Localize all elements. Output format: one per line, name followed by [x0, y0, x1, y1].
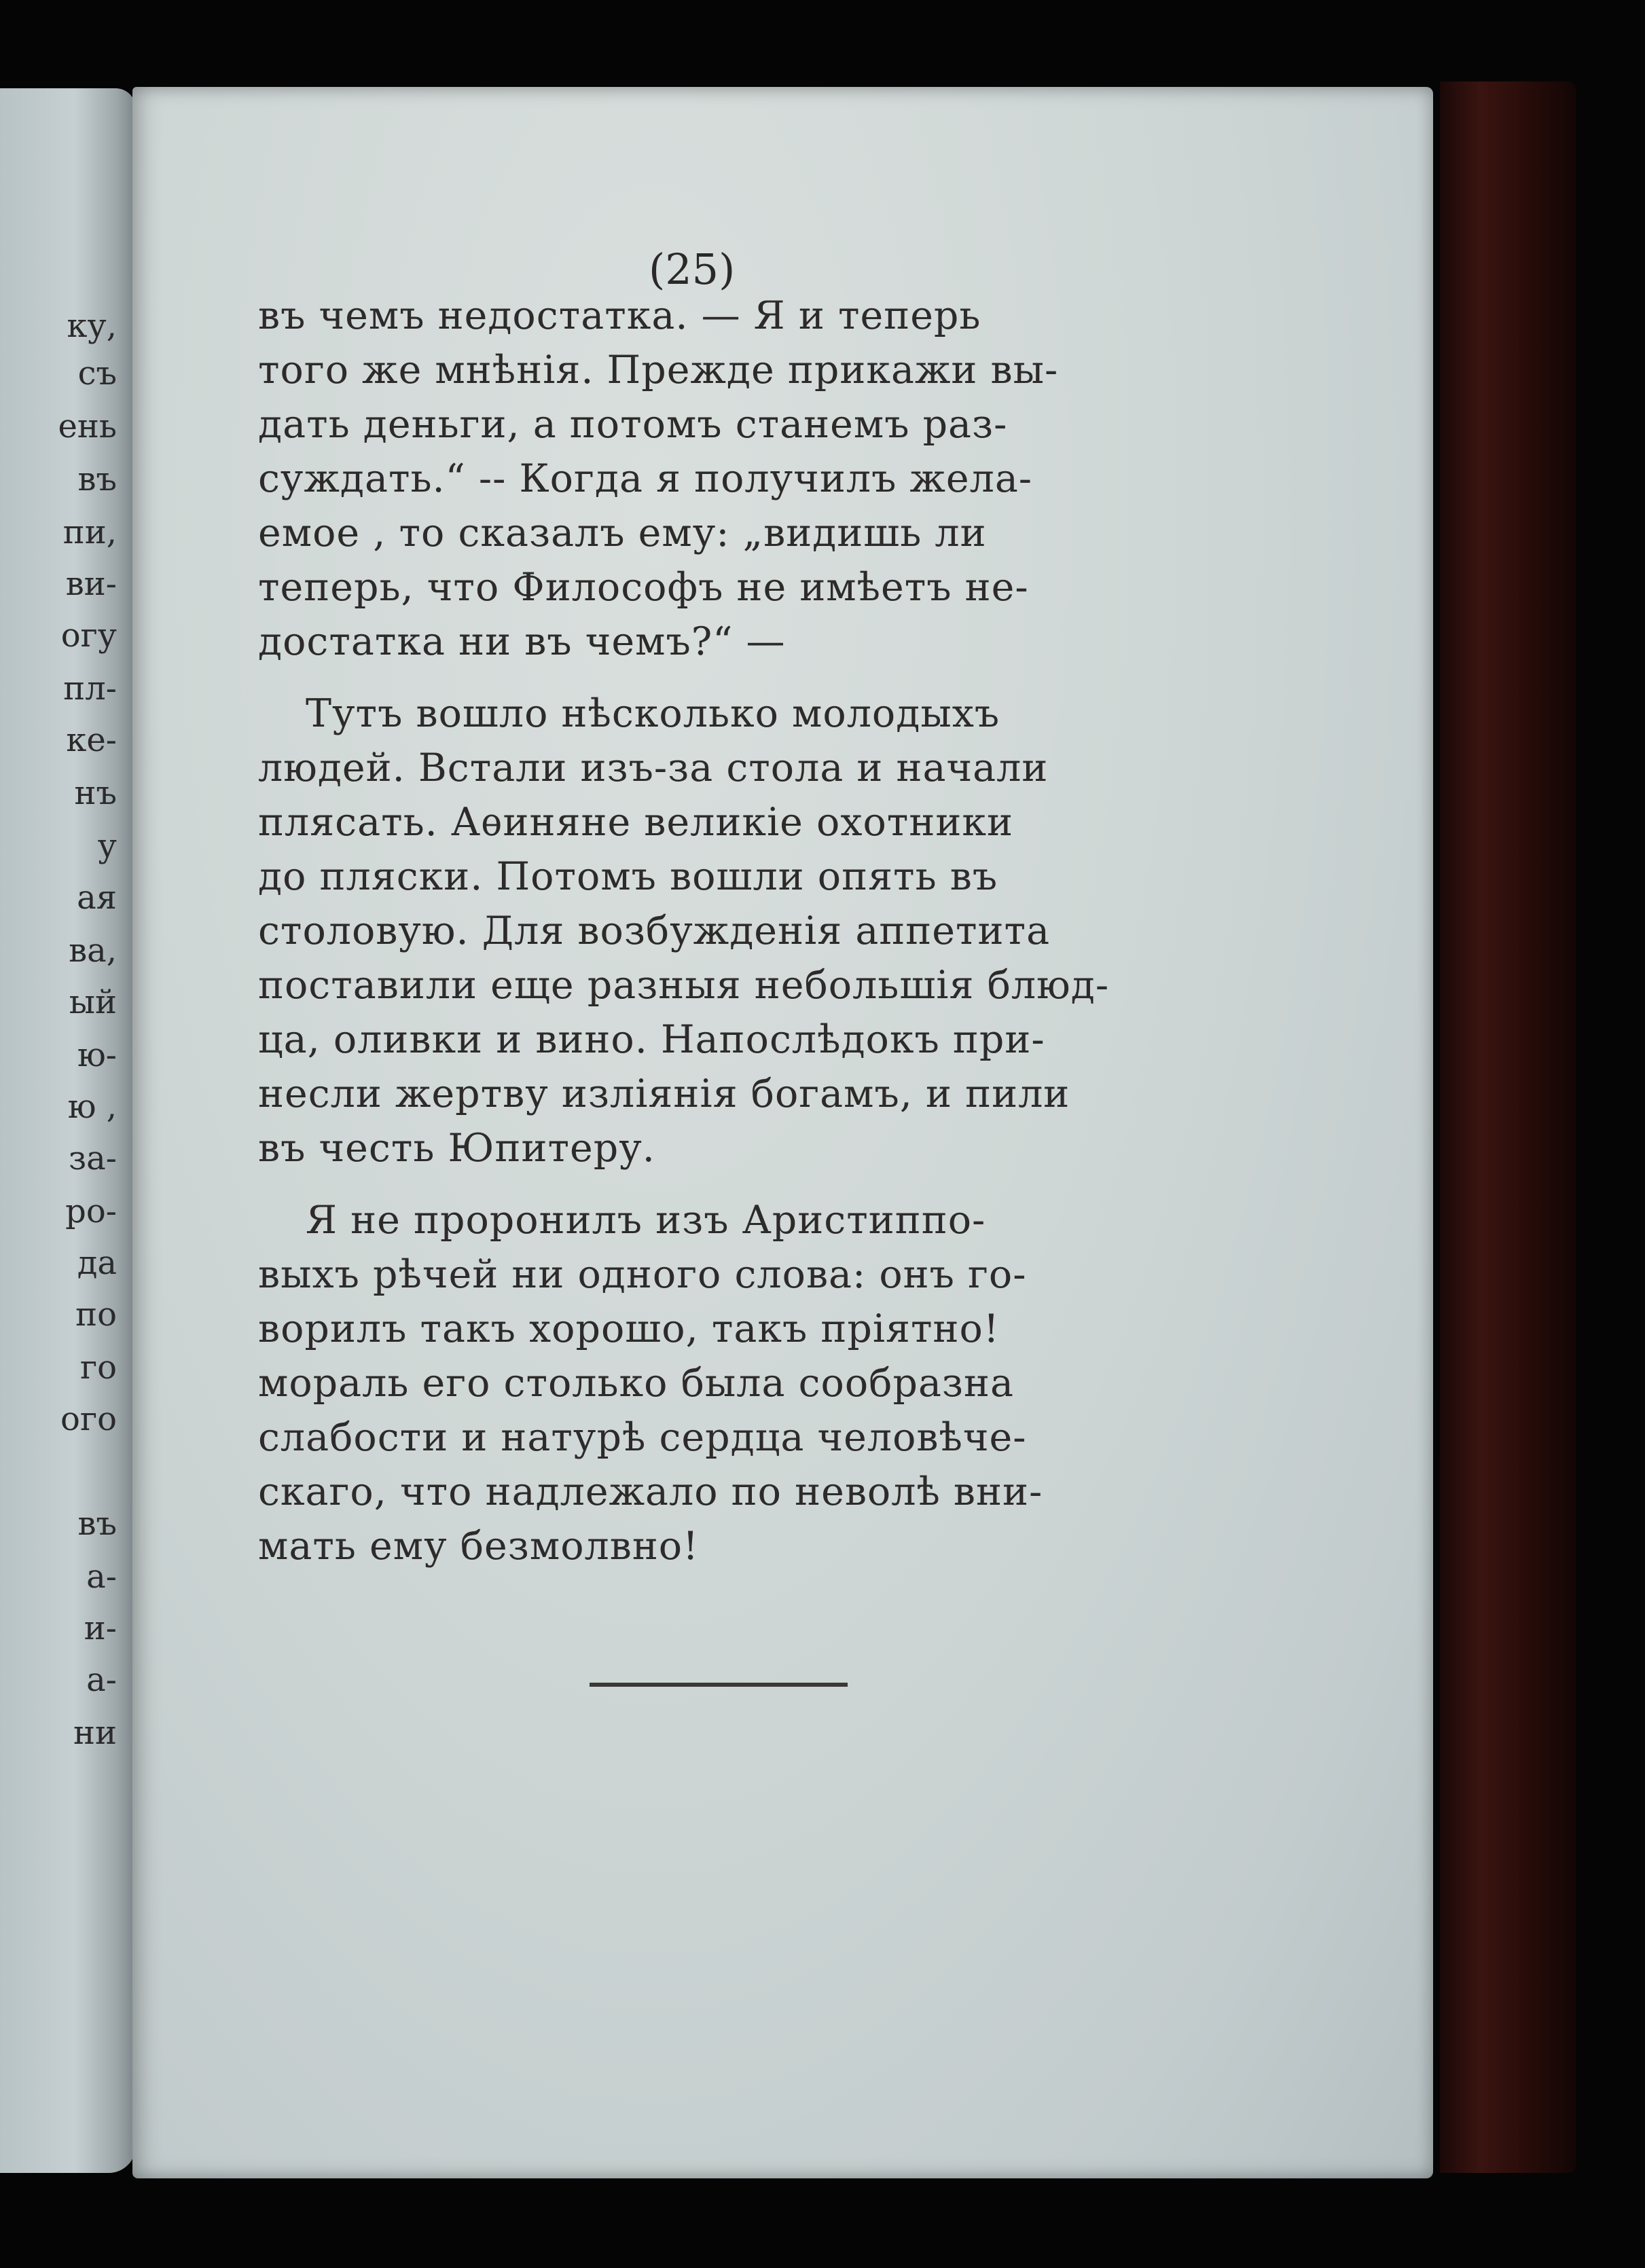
- text-line: поставили еще разныя небольшія блюд-: [258, 963, 1110, 1008]
- left-fragment: ку,: [67, 307, 117, 345]
- previous-page: [0, 88, 136, 2173]
- left-fragment: нъ: [74, 774, 117, 812]
- left-fragment: ень: [58, 407, 117, 445]
- left-fragment: да: [77, 1244, 117, 1282]
- text-line: до пляски. Потомъ вошли опять въ: [258, 854, 998, 899]
- text-line: ворилъ такъ хорошо, такъ пріятно!: [258, 1306, 1000, 1351]
- left-fragment: го: [79, 1349, 117, 1387]
- left-fragment: ого: [60, 1400, 117, 1438]
- text-line: того же мнѣнія. Прежде прикажи вы-: [258, 348, 1059, 392]
- paragraph-start-line: Тутъ вошло нѣсколько молодыхъ: [306, 691, 1000, 736]
- book-cover-edge: [1440, 81, 1576, 2173]
- left-fragment: пл-: [63, 670, 117, 708]
- text-line: плясать. Аѳиняне великіе охотники: [258, 800, 1013, 845]
- text-line: несли жертву изліянія богамъ, и пили: [258, 1072, 1070, 1116]
- paragraph-start-line: Я не проронилъ изъ Аристиппо-: [306, 1198, 986, 1243]
- text-line: столовую. Для возбужденія аппетита: [258, 909, 1051, 953]
- left-fragment: ая: [77, 879, 117, 917]
- left-fragment: ю-: [77, 1036, 117, 1074]
- text-line: ца, оливки и вино. Напослѣдокъ при-: [258, 1017, 1045, 1062]
- left-fragment: пи,: [62, 513, 117, 551]
- text-line: слабости и натурѣ сердца человѣче-: [258, 1415, 1027, 1460]
- left-fragment: ке-: [66, 721, 117, 759]
- page-number: (25): [649, 244, 736, 294]
- left-fragment: съ: [77, 354, 117, 392]
- left-fragment: ро-: [65, 1192, 117, 1230]
- text-line: въ чемъ недостатка. — Я и теперь: [258, 293, 981, 338]
- left-fragment: у: [97, 827, 117, 865]
- left-fragment: ый: [69, 983, 117, 1021]
- text-line: теперь, что Философъ не имѣетъ не-: [258, 565, 1029, 610]
- text-line: дать деньги, а потомъ станемъ раз-: [258, 402, 1008, 447]
- text-line: емое , то сказалъ ему: „видишь ли: [258, 511, 987, 555]
- text-line: достатка ни въ чемъ?“ —: [258, 619, 786, 664]
- left-fragment: ю ,: [67, 1088, 117, 1126]
- left-fragment: за-: [68, 1139, 117, 1177]
- text-line: людей. Встали изъ-за стола и начали: [258, 746, 1049, 790]
- left-fragment: ни: [73, 1714, 117, 1752]
- text-line: мать ему безмолвно!: [258, 1524, 700, 1569]
- left-fragment: ва,: [69, 932, 117, 970]
- text-line: скаго, что надлежало по неволѣ вни-: [258, 1469, 1043, 1514]
- left-fragment: въ: [77, 460, 117, 498]
- left-fragment: по: [75, 1296, 117, 1334]
- text-line: въ честь Юпитеру.: [258, 1126, 655, 1171]
- text-line: суждать.“ -- Когда я получилъ жела-: [258, 456, 1033, 501]
- text-line: мораль его столько была сообразна: [258, 1361, 1014, 1406]
- left-fragment: а-: [86, 1661, 117, 1699]
- left-fragment: и-: [84, 1609, 117, 1647]
- left-fragment: ви-: [65, 565, 117, 603]
- closing-rule: [590, 1683, 848, 1687]
- left-fragment: въ: [77, 1505, 117, 1543]
- left-fragment: а-: [86, 1558, 117, 1596]
- left-fragment: огу: [60, 617, 117, 655]
- text-line: выхъ рѣчей ни одного слова: онъ го-: [258, 1252, 1027, 1297]
